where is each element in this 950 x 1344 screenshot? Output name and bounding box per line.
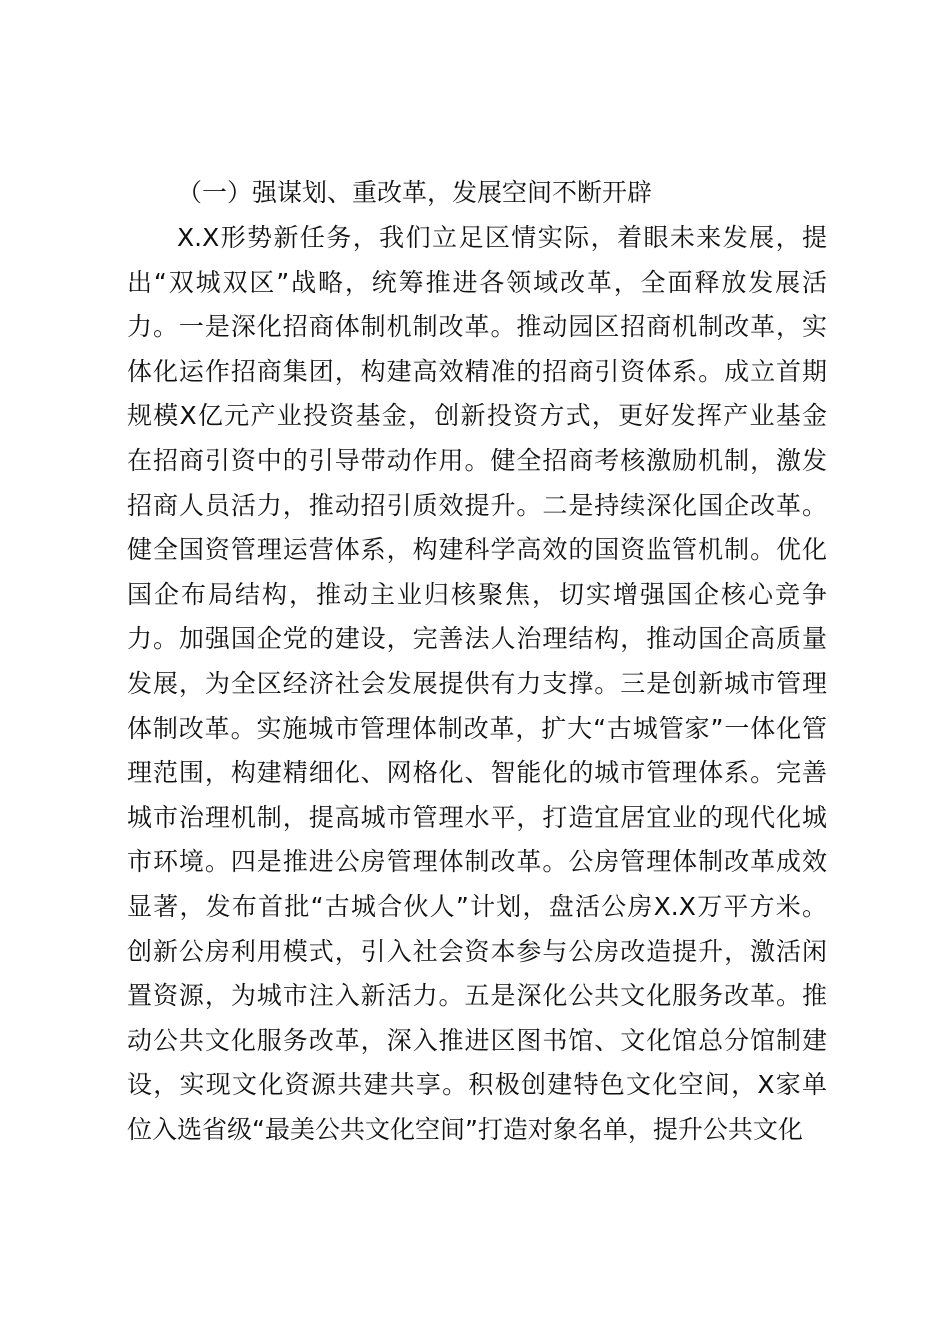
paragraph-line: 健全国资管理运营体系，构建科学高效的国资监管机制。优化 [127,535,827,565]
paragraph-line: 设，实现文化资源共建共享。积极创建特色文化空间，X家单 [127,1070,827,1100]
paragraph-line: 发展，为全区经济社会发展提供有力支撑。三是创新城市管理 [127,668,827,698]
paragraph-line: 置资源，为城市注入新活力。五是深化公共文化服务改革。推 [127,981,827,1011]
paragraph-line: 在招商引资中的引导带动作用。健全招商考核激励机制，激发 [127,445,827,475]
document-body [127,170,827,1152]
paragraph-line: 体制改革。实施城市管理体制改革，扩大“古城管家”一体化管 [127,713,827,743]
paragraph-line: 体化运作招商集团，构建高效精准的招商引资体系。成立首期 [127,356,827,386]
paragraph-line: 国企布局结构，推动主业归核聚焦，切实增强国企核心竞争 [127,579,827,609]
section-heading: （一）强谋划、重改革，发展空间不断开辟 [177,178,653,207]
paragraph-line: X.X形势新任务，我们立足区情实际，着眼未来发展，提 [177,223,827,252]
paragraph-line: 创新公房利用模式，引入社会资本参与公房改造提升，激活闲 [127,936,827,966]
paragraph-line: 出“双城双区”战略，统筹推进各领域改革，全面释放发展活 [127,267,827,297]
paragraph-line: 市环境。四是推进公房管理体制改革。公房管理体制改革成效 [127,847,827,877]
body-paragraph [127,216,827,1152]
paragraph-line: 城市治理机制，提高城市管理水平，打造宜居宜业的现代化城 [127,802,827,832]
paragraph-line: 显著，发布首批“古城合伙人”计划，盘活公房X.X万平方米。 [127,891,827,921]
paragraph-line: 力。一是深化招商体制机制改革。推动园区招商机制改革，实 [127,312,827,342]
paragraph-line: 动公共文化服务改革，深入推进区图书馆、文化馆总分馆制建 [127,1025,827,1055]
paragraph-line: 招商人员活力，推动招引质效提升。二是持续深化国企改革。 [127,490,827,520]
paragraph-line: 位入选省级“最美公共文化空间”打造对象名单，提升公共文化 [127,1114,803,1144]
paragraph-line: 规模X亿元产业投资基金，创新投资方式，更好发挥产业基金 [127,401,827,431]
paragraph-line: 理范围，构建精细化、网格化、智能化的城市管理体系。完善 [127,758,827,788]
paragraph-line: 力。加强国企党的建设，完善法人治理结构，推动国企高质量 [127,624,827,654]
